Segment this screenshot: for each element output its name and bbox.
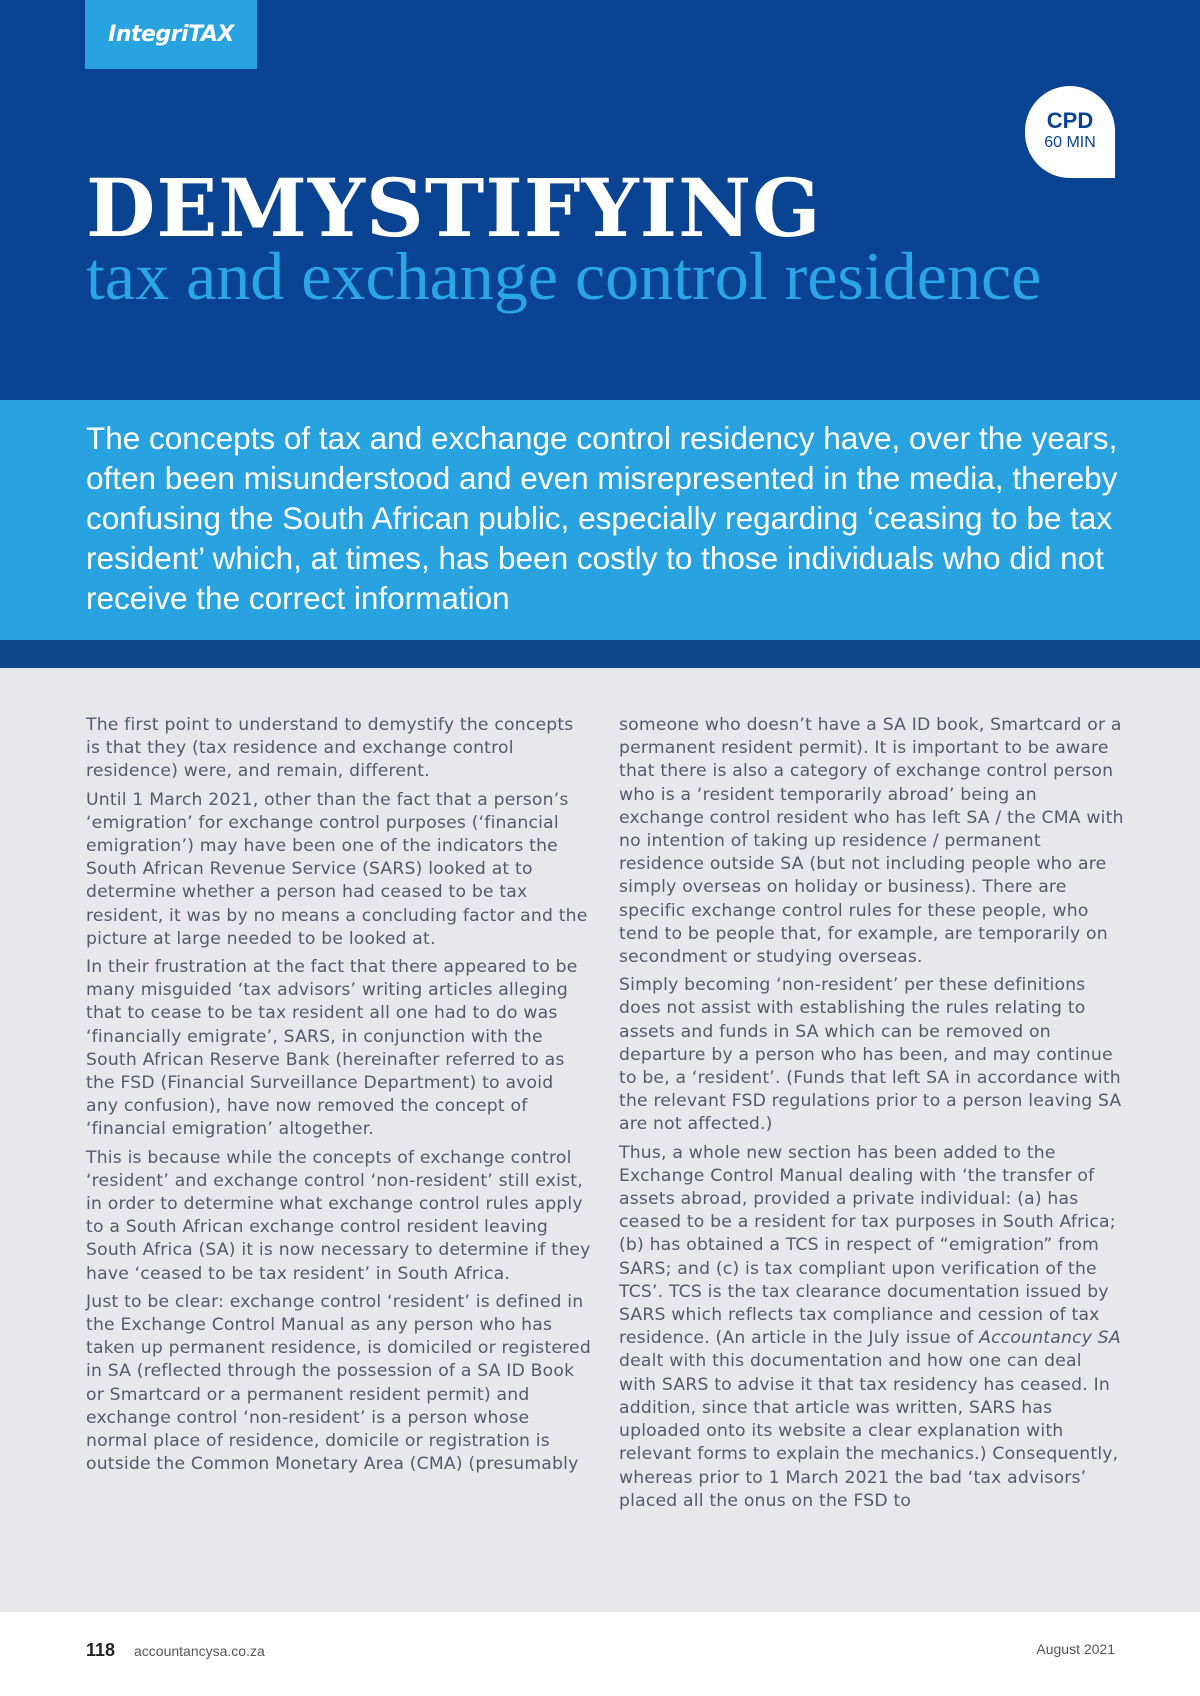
- cpd-label: CPD: [1046, 108, 1094, 133]
- hero-banner: [0, 0, 1200, 400]
- paragraph: Until 1 March 2021, other than the fact that a person’s ‘emigration’ for exchange control purposes (‘financial emigration’) may have been one of the indicators the South African Revenue Service (SARS) looked at to determine whether a person had ceased to be tax resident, it was by no means a concluding factor and the picture at large needed to be looked at.: [86, 789, 588, 949]
- standfirst: [0, 400, 1200, 640]
- cpd-badge: [1025, 86, 1115, 178]
- paragraph-text: dealt with this documentation and how one can deal with SARS to advise it that tax residency has ceased. In addition, since that article was written, SARS has uploaded onto its website a clear explanation with relevant forms to explain the mechanics.) Consequently, whereas prior to 1 March 2021 the bad ‘tax advisors’ placed all the onus on the FSD to: [619, 1351, 1119, 1511]
- publication-name: Accountancy SA: [979, 1328, 1121, 1349]
- paragraph: Just to be clear: exchange control ‘resident’ is defined in the Exchange Control Manual as any person who has taken up permanent residence, is domiciled or registered in SA (reflected through the possession of a SA ID Book or Smartcard or a permanent resident permit) and exchange control ‘non-resident’ is a person whose normal place of residence, domicile or registration is outside the Common Monetary Area (CMA) (presumably: [86, 1291, 591, 1475]
- divider-bar: [0, 640, 1200, 668]
- article-column-left: [86, 714, 591, 1482]
- standfirst-text: The concepts of tax and exchange control residency have, over the years, often been misunderstood and even misrepresented in the media, thereby confusing the South African public, especially regarding ‘ceasing to be tax resident’ which, at times, has been costly to those individuals who did not receive the correct information: [86, 420, 1118, 616]
- article-column-right: [619, 714, 1124, 1518]
- page-number: 118: [86, 1640, 116, 1660]
- paragraph: Simply becoming ‘non-resident’ per these definitions does not assist with establishing the rules relating to assets and funds in SA which can be removed on departure by a person who has been, and may continue to be, a ‘resident’. (Funds that left SA in accordance with the relevant FSD regulations prior to a person leaving SA are not affected.): [619, 975, 1122, 1135]
- paragraph: [619, 1142, 1124, 1513]
- article-title: DEMYSTIFYING: [86, 161, 822, 255]
- page-footer: [0, 1612, 1200, 1696]
- paragraph-text: Thus, a whole new section has been added to the Exchange Control Manual dealing with ‘the transfer of assets abroad, provided a private individual: (a) has ceased to be a resident for tax purposes in South Africa; (b) has obtained a TCS in respect of “emigration” from SARS; and (c) is tax compliant upon verification of the TCS’. TCS is the tax clearance documentation issued by SARS which reflects tax compliance and cession of tax residence. (An article in the July issue of: [619, 1142, 1116, 1349]
- paragraph: someone who doesn’t have a SA ID book, Smartcard or a permanent resident permit). It is important to be aware that there is also a category of exchange control person who is a ‘resident temporarily abroad’ being an exchange control resident who has left SA / the CMA with no intention of taking up residence / permanent residence outside SA (but not including people who are simply overseas on holiday or business). There are specific exchange control rules for these people, who tend to be people that, for example, are temporarily on secondment or studying overseas.: [619, 715, 1124, 968]
- paragraph: In their frustration at the fact that there appeared to be many misguided ‘tax advisors’ writing articles alleging that to cease to be tax resident all one had to do was ‘financially emigrate’, SARS, in conjunction with the South African Reserve Bank (hereinafter referred to as the FSD (Financial Surveillance Department) to avoid any confusion), have now removed the concept of ‘financial emigration’ altogether.: [86, 957, 578, 1140]
- brand-logo: IntegriTAX: [85, 0, 257, 69]
- cpd-duration: 60 MIN: [1044, 134, 1096, 151]
- issue-date: August 2021: [1036, 1641, 1115, 1657]
- article-subtitle: tax and exchange control residence: [86, 238, 1042, 314]
- paragraph: This is because while the concepts of exchange control ‘resident’ and exchange control ‘non-resident’ still exist, in order to determine what exchange control rules apply to a South African exchange control resident leaving South Africa (SA) it is now necessary to determine if they have ‘ceased to be tax resident’ in South Africa.: [86, 1147, 591, 1284]
- website-link[interactable]: accountancysa.co.za: [134, 1643, 265, 1659]
- paragraph: The first point to understand to demystify the concepts is that they (tax residence and exchange control residence) were, and remain, different.: [86, 715, 574, 782]
